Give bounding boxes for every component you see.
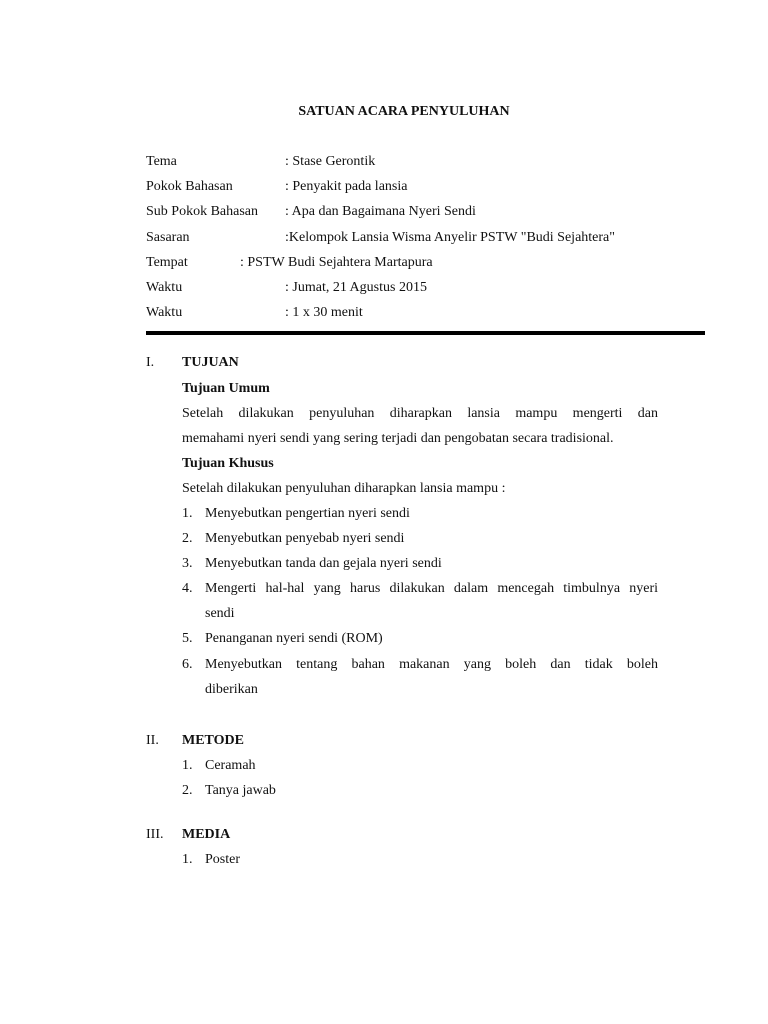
list-item: Menyebutkan tanda dan gejala nyeri sendi [205, 556, 442, 571]
list-number: 5. [182, 631, 193, 646]
list-item: Menyebutkan tentang bahan makanan yang boleh dan tidak boleh [205, 657, 658, 672]
info-label-tempat: Tempat [146, 255, 188, 270]
section-heading-tujuan: TUJUAN [182, 355, 239, 370]
info-value-tempat: : PSTW Budi Sejahtera Martapura [240, 255, 433, 270]
info-value-sasaran: :Kelompok Lansia Wisma Anyelir PSTW "Budi Sejahtera" [285, 230, 615, 245]
section-heading-metode: METODE [182, 733, 244, 748]
list-item: Mengerti hal-hal yang harus dilakukan dalam mencegah timbulnya nyeri [205, 581, 658, 596]
section-heading-media: MEDIA [182, 827, 231, 842]
info-value-tema: : Stase Gerontik [285, 154, 376, 169]
info-label-waktu: Waktu [146, 280, 183, 295]
tujuan-khusus-intro: Setelah dilakukan penyuluhan diharapkan lansia mampu : [182, 481, 506, 496]
subheading-tujuan-khusus: Tujuan Khusus [182, 456, 274, 471]
list-item: Ceramah [205, 758, 256, 773]
list-number: 1. [182, 506, 193, 521]
section-number-media: III. [146, 827, 164, 842]
info-label-pokok-bahasan: Pokok Bahasan [146, 179, 233, 194]
info-value-sub-pokok-bahasan: : Apa dan Bagaimana Nyeri Sendi [285, 204, 476, 219]
list-item: Menyebutkan penyebab nyeri sendi [205, 531, 405, 546]
info-label-sasaran: Sasaran [146, 230, 190, 245]
list-number: 2. [182, 531, 193, 546]
document-title: SATUAN ACARA PENYULUHAN [298, 104, 510, 119]
list-number: 6. [182, 657, 193, 672]
section-number-tujuan: I. [146, 355, 155, 370]
info-label-sub-pokok-bahasan: Sub Pokok Bahasan [146, 204, 258, 219]
divider-rule [146, 331, 705, 335]
info-label-tema: Tema [146, 154, 177, 169]
list-item-continuation: diberikan [205, 682, 258, 697]
list-number: 1. [182, 852, 193, 867]
info-value-waktu: : Jumat, 21 Agustus 2015 [285, 280, 427, 295]
info-value-pokok-bahasan: : Penyakit pada lansia [285, 179, 408, 194]
list-item: Penanganan nyeri sendi (ROM) [205, 631, 383, 646]
section-number-metode: II. [146, 733, 159, 748]
list-number: 1. [182, 758, 193, 773]
list-number: 3. [182, 556, 193, 571]
info-value-durasi: : 1 x 30 menit [285, 305, 363, 320]
tujuan-umum-line-2: memahami nyeri sendi yang sering terjadi dan pengobatan secara tradisional. [182, 431, 614, 446]
subheading-tujuan-umum: Tujuan Umum [182, 381, 270, 396]
list-item: Poster [205, 852, 240, 867]
info-label-durasi: Waktu [146, 305, 183, 320]
list-item-continuation: sendi [205, 606, 235, 621]
tujuan-umum-line-1: Setelah dilakukan penyuluhan diharapkan lansia mampu mengerti dan [182, 406, 658, 421]
list-number: 2. [182, 783, 193, 798]
list-item: Tanya jawab [205, 783, 276, 798]
list-number: 4. [182, 581, 193, 596]
list-item: Menyebutkan pengertian nyeri sendi [205, 506, 410, 521]
